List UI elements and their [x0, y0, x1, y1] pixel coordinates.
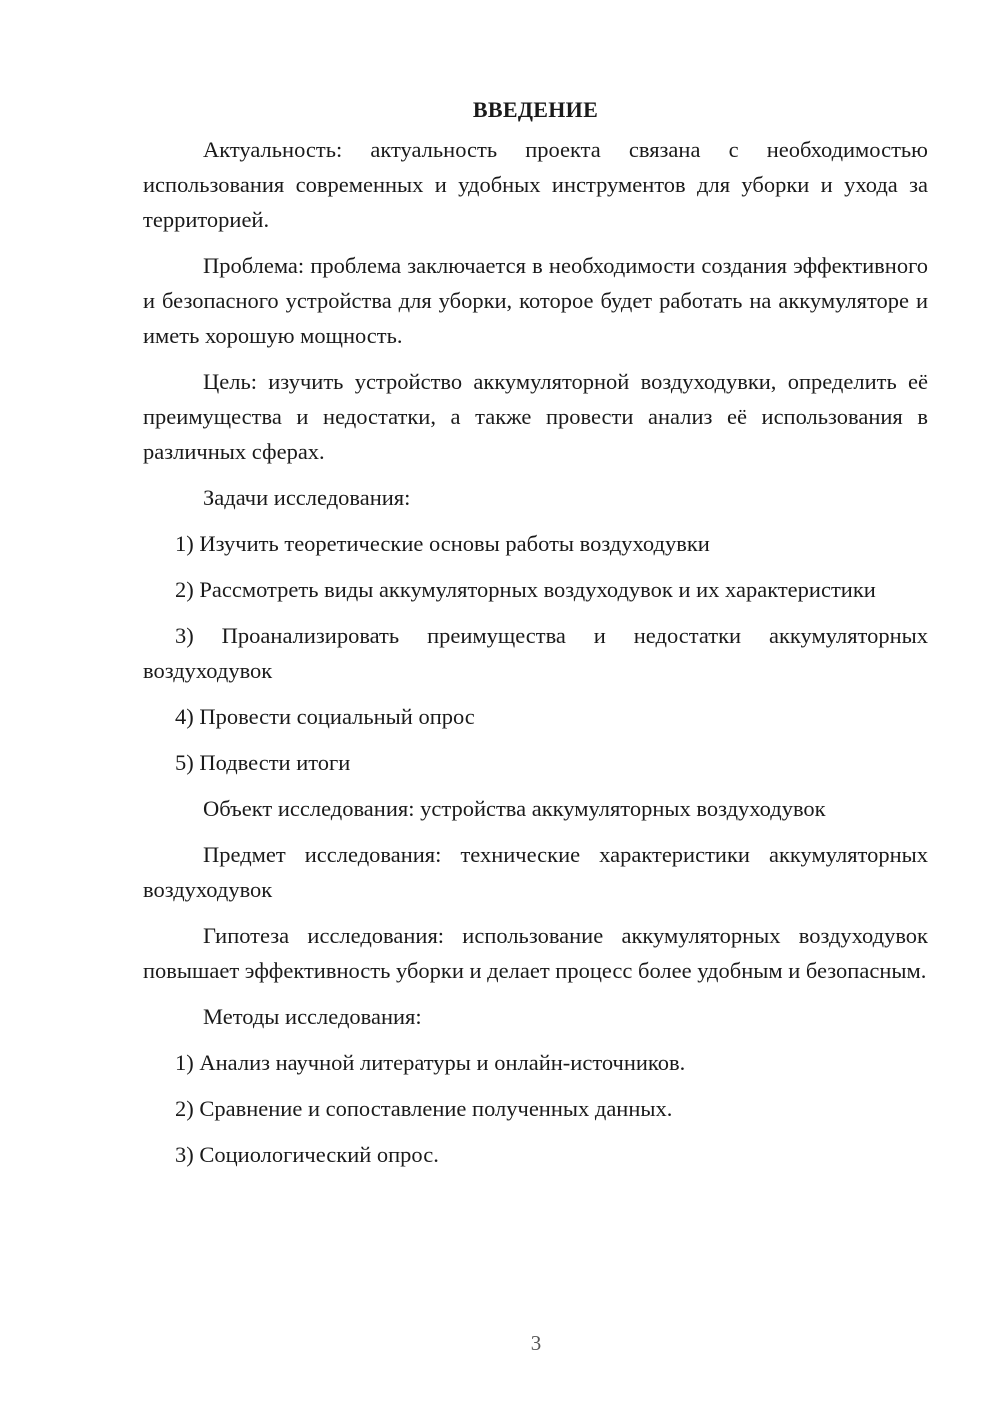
- task-item: 2) Рассмотреть виды аккумуляторных воздуходувок и их характеристики: [175, 577, 876, 602]
- relevance-paragraph: Актуальность: актуальность проекта связана с необходимостью использования современных и удобных инструментов для уборки и ухода за территорией.: [143, 137, 928, 232]
- methods-heading: Методы исследования:: [203, 1004, 422, 1029]
- problem-paragraph: Проблема: проблема заключается в необходимости создания эффективного и безопасного устройства для уборки, которое будет работать на аккумуляторе и иметь хорошую мощность.: [143, 253, 928, 348]
- page-number: 3: [530, 1331, 542, 1355]
- hypothesis-paragraph: Гипотеза исследования: использование аккумуляторных воздуходувок повышает эффективность уборки и делает процесс более удобным и безопасным.: [143, 923, 928, 983]
- task-item: 5) Подвести итоги: [175, 750, 351, 775]
- tasks-heading: Задачи исследования:: [203, 485, 411, 510]
- task-item: 3) Проанализировать преимущества и недостатки аккумуляторных воздуходувок: [143, 623, 928, 683]
- method-item: 2) Сравнение и сопоставление полученных данных.: [175, 1096, 673, 1121]
- goal-paragraph: Цель: изучить устройство аккумуляторной воздуходувки, определить её преимущества и недостатки, а также провести анализ её использования в различных сферах.: [143, 369, 928, 464]
- object-paragraph: Объект исследования: устройства аккумуляторных воздуходувок: [203, 796, 826, 821]
- task-item: 1) Изучить теоретические основы работы воздуходувки: [175, 531, 710, 556]
- subject-paragraph: Предмет исследования: технические характеристики аккумуляторных воздуходувок: [143, 842, 928, 902]
- document-page: [143, 92, 928, 1183]
- task-item: 4) Провести социальный опрос: [175, 704, 475, 729]
- section-title: ВВЕДЕНИЕ: [472, 97, 599, 122]
- method-item: 1) Анализ научной литературы и онлайн-источников.: [175, 1050, 686, 1075]
- method-item: 3) Социологический опрос.: [175, 1142, 439, 1167]
